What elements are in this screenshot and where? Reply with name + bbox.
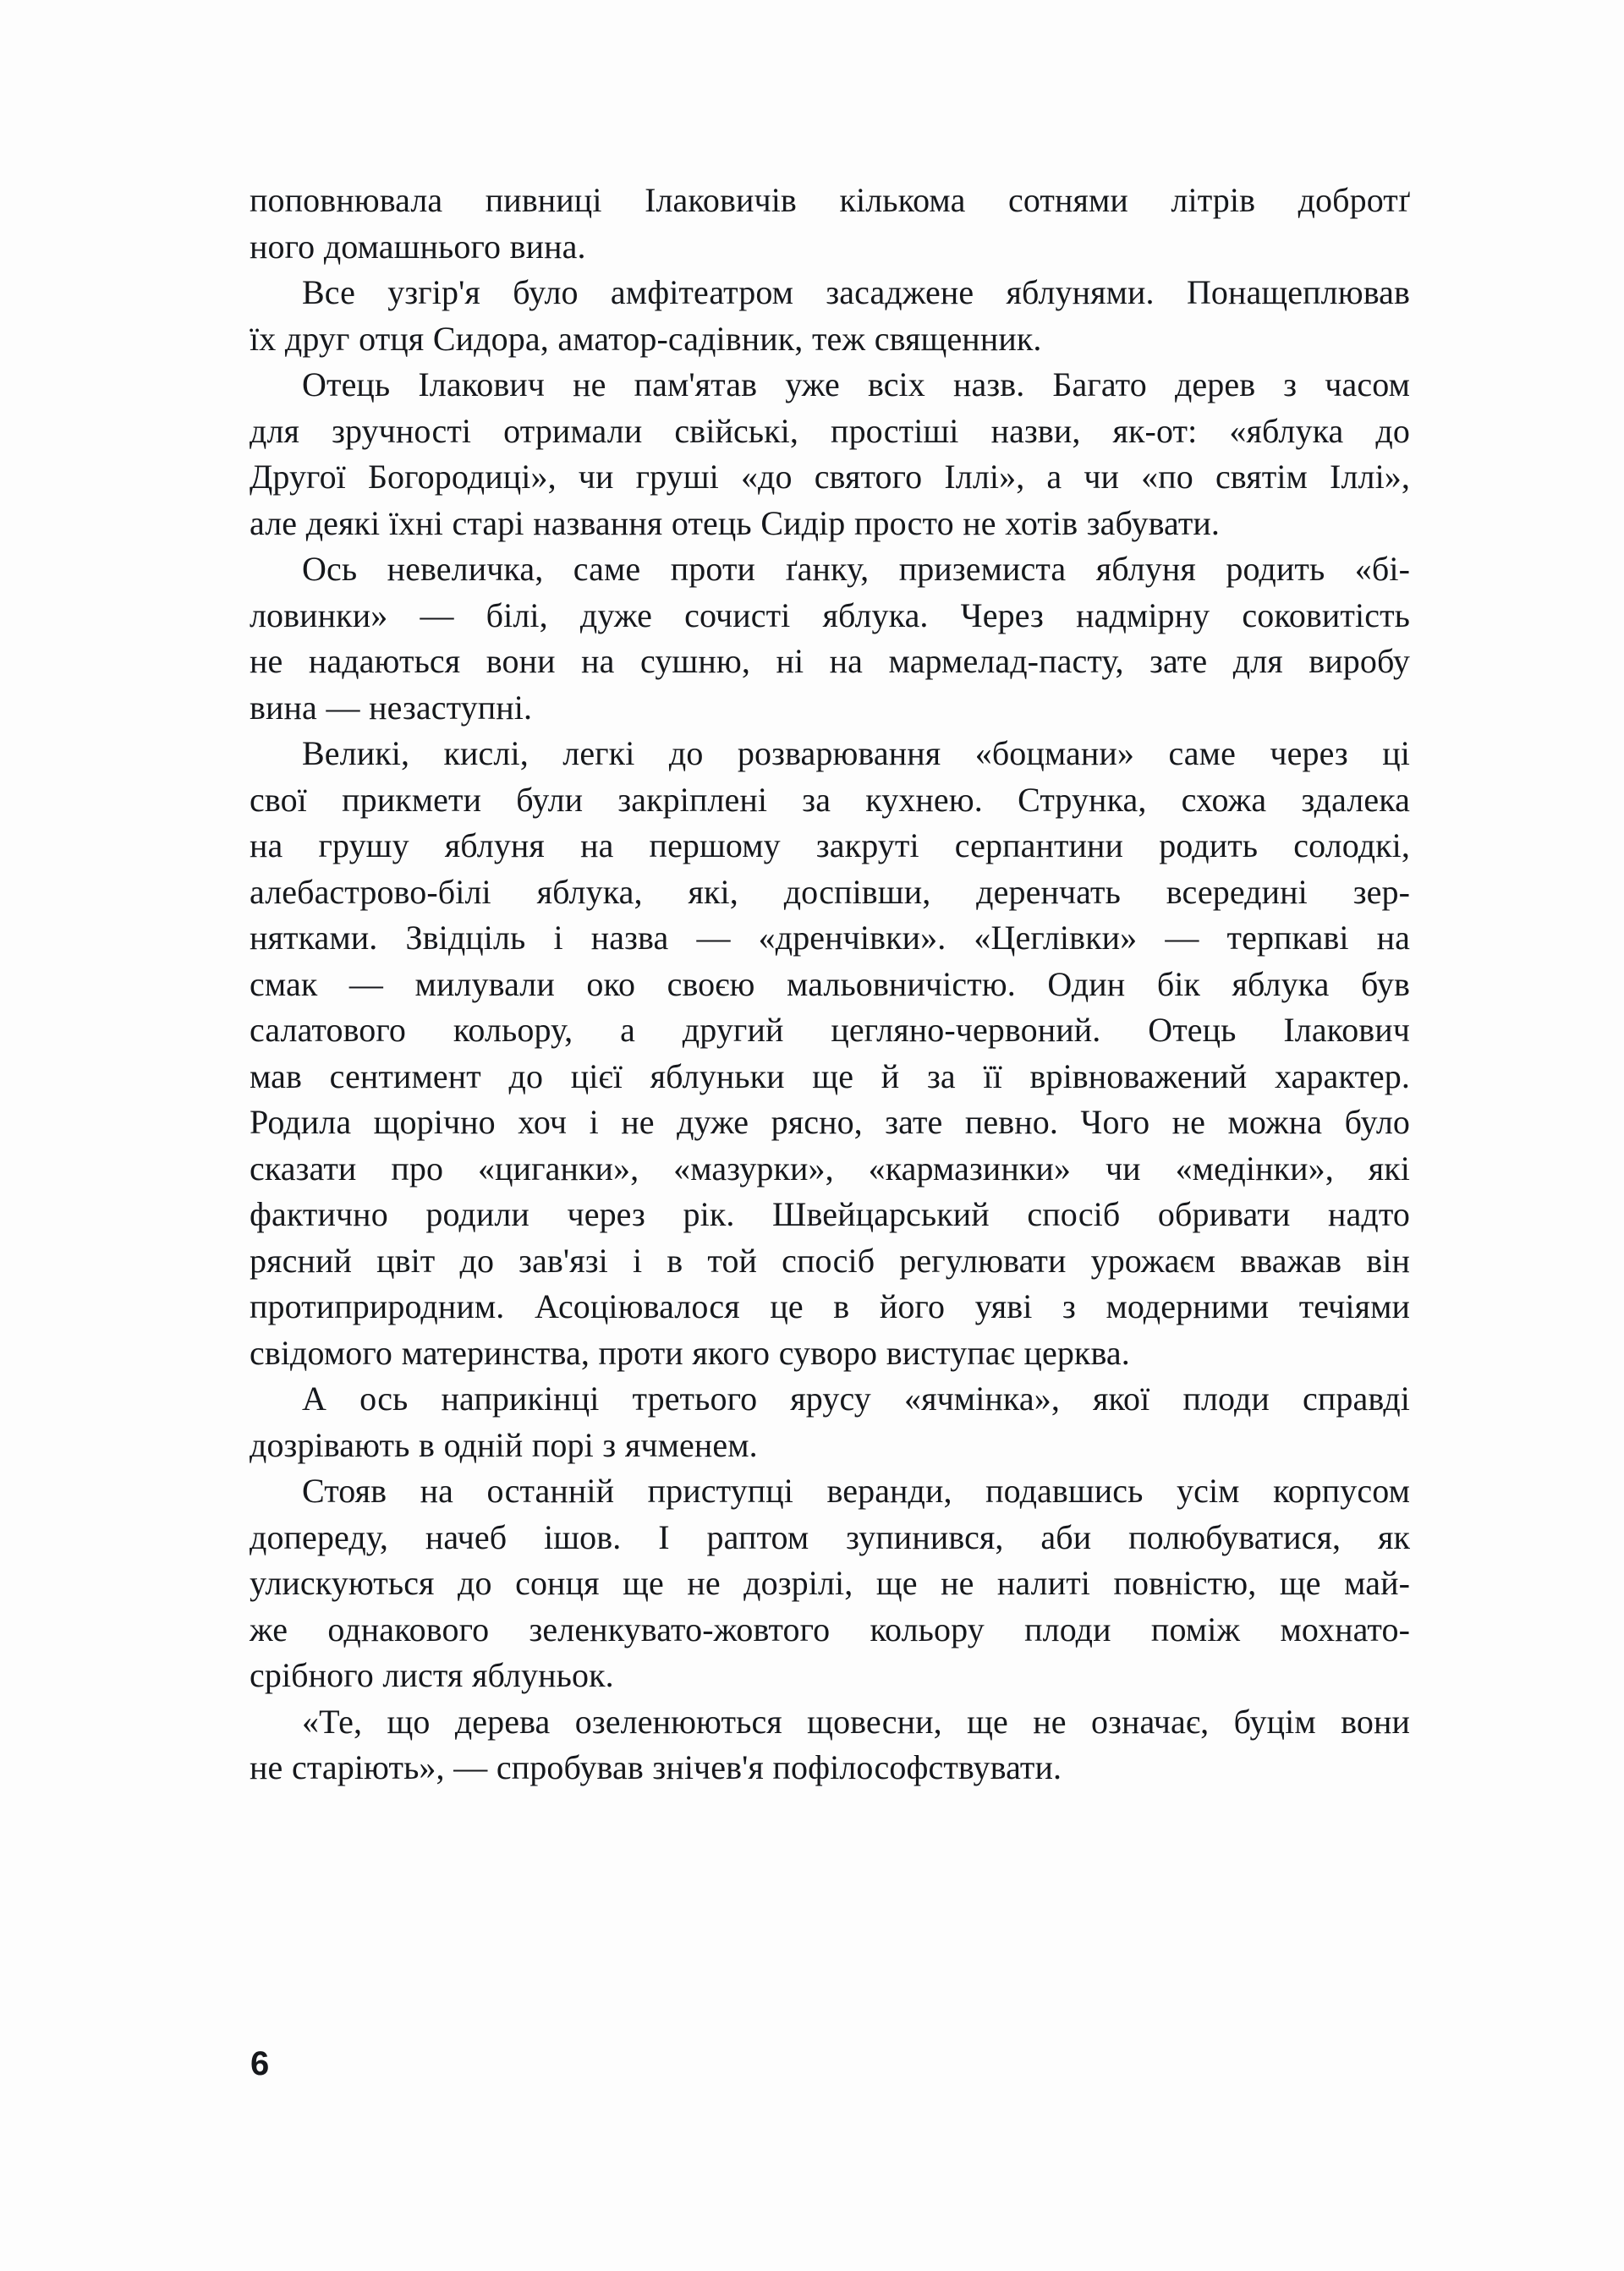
- text-line: ного домашнього вина.: [250, 227, 586, 266]
- text-line: алебастрово-білі яблука, які, доспівши, деренчать всередині зер-: [250, 872, 1410, 911]
- text-line: Отець Ілакович не пам'ятав уже всіх назв. Багато дерев з часом: [302, 365, 1410, 403]
- text-line: не надаються вони на сушню, ні на мармелад-пасту, зате для виробу: [250, 642, 1410, 680]
- page-number: 6: [250, 2045, 270, 2082]
- paragraph: [250, 731, 1410, 1376]
- text-line: фактично родили через рік. Швейцарський спосіб обривати надто: [250, 1195, 1410, 1233]
- paragraph: [250, 1468, 1410, 1699]
- text-line: улискуються до сонця ще не дозрілі, ще не налиті повністю, ще май-: [250, 1564, 1410, 1602]
- text-line: ловинки» — білі, дуже сочисті яблука. Через надмірну соковитість: [250, 595, 1410, 634]
- text-line: свої прикмети були закріплені за кухнею. Струнка, схожа здалека: [250, 780, 1410, 819]
- text-line: допереду, начеб ішов. І раптом зупинився, аби полюбуватися, як: [250, 1517, 1410, 1556]
- text-line: А ось наприкінці третього ярусу «ячмінка», якої плоди справді: [302, 1380, 1410, 1418]
- text-line: Стояв на останній приступці веранди, подавшись усім корпусом: [302, 1472, 1410, 1510]
- paragraph: [250, 1376, 1410, 1468]
- paragraph: [250, 1699, 1410, 1791]
- text-line: смак — милували око своєю мальовничістю. Один бік яблука був: [250, 964, 1410, 1003]
- paragraph: [250, 362, 1410, 546]
- text-line: Родила щорічно хоч і не дуже рясно, зате певно. Чого не можна було: [250, 1103, 1410, 1141]
- text-line: не старіють», — спробував знічев'я пофілософствувати.: [250, 1748, 1062, 1786]
- text-line: їх друг отця Сидора, аматор-садівник, теж священник.: [250, 319, 1042, 358]
- text-line: салатового кольору, а другий цегляно-червоний. Отець Ілакович: [250, 1011, 1410, 1049]
- text-line: же однакового зеленкувато-жовтого кольору плоди поміж мохнато-: [250, 1610, 1410, 1648]
- page-text-block: [250, 178, 1410, 1791]
- text-line: дозрівають в одній порі з ячменем.: [250, 1425, 758, 1464]
- text-line: Великі, кислі, легкі до розварювання «боцмани» саме через ці: [302, 734, 1410, 772]
- text-line: але деякі їхні старі названня отець Сидір просто не хотів забувати.: [250, 503, 1221, 542]
- text-line: Ось невеличка, саме проти ґанку, приземиста яблуня родить «бі-: [302, 550, 1410, 588]
- text-line: на грушу яблуня на першому закруті серпантини родить солодкі,: [250, 826, 1410, 864]
- text-line: поповнювала пивниці Ілаковичів кількома сотнями літрів добротґ: [250, 181, 1410, 219]
- text-line: рясний цвіт до зав'язі і в той спосіб регулювати урожаєм вважав він: [250, 1241, 1410, 1280]
- paragraph: [250, 546, 1410, 731]
- text-line: свідомого материнства, проти якого суворо виступає церква.: [250, 1333, 1130, 1372]
- text-line: Все узгір'я було амфітеатром засаджене яблунями. Понащеплював: [302, 273, 1410, 311]
- text-line: сказати про «циганки», «мазурки», «кармазинки» чи «медінки», які: [250, 1149, 1410, 1188]
- text-line: протиприродним. Асоціювалося це в його уяві з модерними течіями: [250, 1287, 1410, 1325]
- paragraph: [250, 178, 1410, 270]
- text-line: для зручності отримали свійські, простіші назви, як-от: «яблука до: [250, 411, 1410, 450]
- text-line: мав сентимент до цієї яблуньки ще й за її врівноважений характер.: [250, 1056, 1410, 1095]
- text-line: вина — незаступні.: [250, 688, 533, 727]
- paragraph: [250, 270, 1410, 362]
- text-line: нятками. Звідціль і назва — «дренчівки». «Цеглівки» — терпкаві на: [250, 919, 1410, 957]
- text-line: Другої Богородиці», чи груші «до святого Іллі», а чи «по святім Іллі»,: [250, 458, 1410, 496]
- text-line: срібного листя яблуньок.: [250, 1656, 614, 1694]
- text-line: «Те, що дерева озеленюються щовесни, ще не означає, буцім вони: [302, 1702, 1410, 1741]
